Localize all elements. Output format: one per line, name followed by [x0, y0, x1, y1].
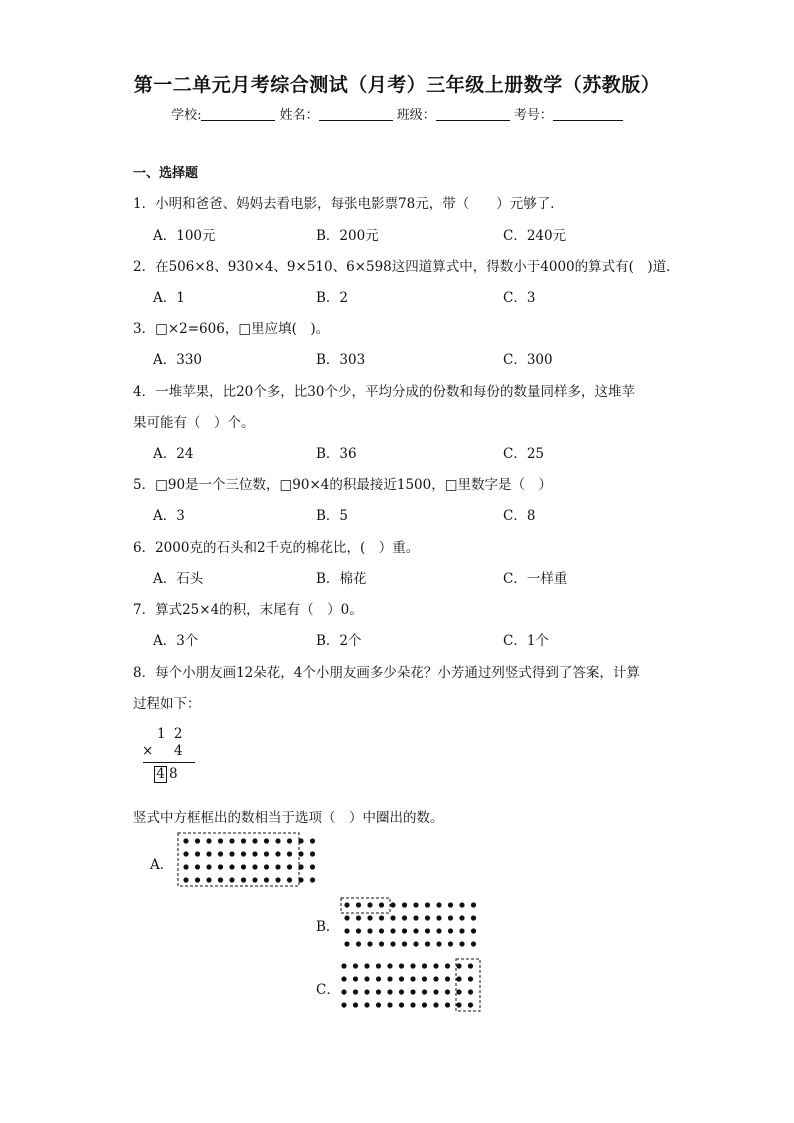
q4-option-c[interactable]: C．25: [503, 446, 545, 462]
dot: [433, 976, 438, 981]
dot: [448, 941, 453, 946]
dot: [471, 941, 476, 946]
question-number: 3．: [133, 321, 156, 337]
dot: [287, 864, 292, 869]
dot: [264, 877, 269, 882]
dot: [183, 838, 188, 843]
dot: [376, 976, 381, 981]
dot: [425, 941, 430, 946]
dot: [456, 1002, 461, 1007]
dot: [445, 989, 450, 994]
dot: [402, 902, 407, 907]
dot: [341, 976, 346, 981]
dot: [436, 941, 441, 946]
dot: [252, 877, 257, 882]
dot: [399, 976, 404, 981]
dot: [387, 1002, 392, 1007]
dot: [364, 963, 369, 968]
class-label: 班级：: [396, 108, 436, 123]
dot: [422, 1002, 427, 1007]
question-number: 8．: [133, 665, 156, 681]
dot: [367, 902, 372, 907]
dot-grid-a: [183, 838, 315, 882]
dot: [229, 838, 234, 843]
q8-option-c[interactable]: C．: [316, 982, 340, 998]
dot: [275, 877, 280, 882]
boxed-digit: 4: [154, 766, 167, 783]
dot: [390, 928, 395, 933]
q2-option-b[interactable]: B．2: [316, 290, 349, 306]
school-label: 学校:: [171, 108, 202, 123]
dot: [229, 877, 234, 882]
q1-option-a[interactable]: A．100元: [153, 228, 216, 244]
dot: [422, 963, 427, 968]
dot: [410, 976, 415, 981]
dot: [356, 902, 361, 907]
dot-grid-c: [341, 963, 473, 1007]
dot: [356, 928, 361, 933]
question-4-continued: 果可能有（ ）个。: [133, 415, 255, 431]
page-title: 第一二单元月考综合测试（月考）三年级上册数学（苏教版）: [133, 74, 661, 96]
dot: [468, 1002, 473, 1007]
question-text: □90是一个三位数，□90×4的积最接近1500，□里数字是（ ）: [155, 477, 552, 493]
question-text: 在506×8、930×4、9×510、6×598这四道算式中，得数小于4000的算式有( )道．: [155, 259, 680, 275]
question-number: 1．: [133, 196, 156, 212]
dot: [459, 941, 464, 946]
dot: [241, 851, 246, 856]
dot: [241, 864, 246, 869]
dot-grid-b: [344, 902, 476, 946]
question-8-continued: 过程如下：: [133, 696, 201, 712]
dot: [206, 877, 211, 882]
dot: [229, 864, 234, 869]
dot: [364, 976, 369, 981]
dot: [195, 838, 200, 843]
dot: [195, 864, 200, 869]
dot: [287, 877, 292, 882]
dot: [399, 1002, 404, 1007]
dot: [390, 902, 395, 907]
section-title: 一、选择题: [133, 166, 199, 181]
dot: [402, 941, 407, 946]
dot: [471, 902, 476, 907]
dot: [413, 915, 418, 920]
dot: [287, 851, 292, 856]
dot: [367, 928, 372, 933]
q1-option-c[interactable]: C．240元: [503, 228, 567, 244]
dot: [422, 976, 427, 981]
dot: [341, 989, 346, 994]
dot: [206, 838, 211, 843]
dot: [275, 851, 280, 856]
dot: [445, 976, 450, 981]
dot: [379, 928, 384, 933]
dot: [471, 915, 476, 920]
question-text: 一堆苹果，比20个多，比30个少，平均分成的份数和每份的数量同样多，这堆苹: [155, 384, 635, 400]
dot: [410, 989, 415, 994]
question-text: 算式25×4的积，末尾有（ ）0。: [155, 602, 363, 618]
dot: [456, 976, 461, 981]
question-number: 4．: [133, 384, 156, 400]
q3-option-c[interactable]: C．300: [503, 352, 553, 368]
q2-option-c[interactable]: C．3: [503, 290, 536, 306]
q5-option-c[interactable]: C．8: [503, 508, 536, 524]
dot: [379, 941, 384, 946]
dot: [459, 928, 464, 933]
dot: [436, 915, 441, 920]
question-text: 每个小朋友画12朵花，4个小朋友画多少朵花？小芳通过列竖式得到了答案，计算: [155, 665, 640, 681]
dot: [310, 838, 315, 843]
q2-option-a[interactable]: A．1: [153, 290, 185, 306]
dot: [468, 976, 473, 981]
dot: [195, 851, 200, 856]
dot: [341, 963, 346, 968]
q6-option-b[interactable]: B．棉花: [316, 571, 367, 587]
dot: [310, 864, 315, 869]
vertical-calc-top: 1 2: [157, 726, 185, 742]
number-label: 考号：: [513, 108, 553, 123]
q5-option-b[interactable]: B．5: [316, 508, 349, 524]
q4-option-b[interactable]: B．36: [316, 446, 357, 462]
q4-option-a[interactable]: A．24: [153, 446, 194, 462]
dot: [241, 877, 246, 882]
dot: [456, 963, 461, 968]
vertical-calc-multiplier: 4: [174, 743, 183, 759]
dot: [353, 989, 358, 994]
dot: [264, 838, 269, 843]
dot: [367, 941, 372, 946]
dot: [195, 877, 200, 882]
dot: [310, 851, 315, 856]
q7-option-c[interactable]: C．1个: [503, 633, 549, 649]
dot: [387, 976, 392, 981]
dot: [448, 928, 453, 933]
name-label: 姓名：: [279, 108, 319, 123]
dot: [252, 851, 257, 856]
q6-option-c[interactable]: C．一样重: [503, 571, 568, 587]
dot: [436, 902, 441, 907]
dot: [344, 941, 349, 946]
dot: [353, 976, 358, 981]
dot: [390, 915, 395, 920]
q7-option-a[interactable]: A．3个: [153, 633, 199, 649]
dot: [264, 851, 269, 856]
dot: [356, 915, 361, 920]
dot: [241, 838, 246, 843]
dot: [310, 877, 315, 882]
dot: [183, 851, 188, 856]
dot: [341, 1002, 346, 1007]
dot: [448, 915, 453, 920]
dot: [229, 851, 234, 856]
dot: [364, 989, 369, 994]
q7-option-b[interactable]: B．2个: [316, 633, 362, 649]
result-digit: 8: [169, 766, 178, 782]
q6-option-a[interactable]: A．石头: [153, 571, 204, 587]
question-number: 2．: [133, 259, 156, 275]
dot: [399, 989, 404, 994]
dot: [390, 941, 395, 946]
dot: [206, 851, 211, 856]
dot: [445, 1002, 450, 1007]
dot: [252, 864, 257, 869]
dot: [183, 877, 188, 882]
dot: [344, 902, 349, 907]
dot: [376, 963, 381, 968]
dot: [471, 928, 476, 933]
dot: [353, 963, 358, 968]
dot: [425, 928, 430, 933]
dot: [287, 838, 292, 843]
question-8-prompt: 竖式中方框框出的数相当于选项（ ）中圈出的数。: [133, 810, 444, 826]
dot: [344, 915, 349, 920]
q3-option-b[interactable]: B．303: [316, 352, 366, 368]
dot: [459, 915, 464, 920]
question-number: 7．: [133, 602, 156, 618]
dot: [433, 963, 438, 968]
question-text: 小明和爸爸、妈妈去看电影，每张电影票78元，带（ ）元够了．: [155, 196, 564, 212]
q5-option-a[interactable]: A．3: [153, 508, 185, 524]
dot: [183, 864, 188, 869]
dot: [459, 902, 464, 907]
dot: [410, 1002, 415, 1007]
dot: [425, 915, 430, 920]
dot: [379, 902, 384, 907]
dot: [433, 989, 438, 994]
dot: [436, 928, 441, 933]
dot: [206, 864, 211, 869]
q3-option-a[interactable]: A．330: [153, 352, 203, 368]
vertical-calc-operator: ×: [142, 743, 154, 759]
dot: [468, 989, 473, 994]
dot: [218, 851, 223, 856]
dot: [413, 941, 418, 946]
question-number: 5．: [133, 477, 156, 493]
dot: [425, 902, 430, 907]
dot: [218, 838, 223, 843]
question-number: 6．: [133, 540, 156, 556]
dot: [344, 928, 349, 933]
dot: [433, 1002, 438, 1007]
dot: [468, 963, 473, 968]
dot: [275, 838, 280, 843]
question-text: 2000克的石头和2千克的棉花比，( ）重。: [155, 540, 420, 556]
dot: [399, 963, 404, 968]
dot: [364, 1002, 369, 1007]
dot: [376, 1002, 381, 1007]
dot: [275, 864, 280, 869]
dot: [356, 941, 361, 946]
dot: [402, 928, 407, 933]
dot: [402, 915, 407, 920]
question-text: □×2=606，□里应填( )。: [155, 321, 330, 337]
q8-option-a[interactable]: A．: [150, 857, 174, 873]
dot: [413, 902, 418, 907]
dot: [353, 1002, 358, 1007]
dot: [456, 989, 461, 994]
q1-option-b[interactable]: B．200元: [316, 228, 379, 244]
dot: [448, 902, 453, 907]
dot: [387, 963, 392, 968]
dot: [422, 989, 427, 994]
dot: [218, 864, 223, 869]
dot: [413, 928, 418, 933]
dot: [376, 989, 381, 994]
dot: [410, 963, 415, 968]
dot: [367, 915, 372, 920]
dot: [445, 963, 450, 968]
q8-option-b[interactable]: B．: [316, 919, 340, 935]
dot: [252, 838, 257, 843]
dot: [218, 877, 223, 882]
dot: [264, 864, 269, 869]
dot: [387, 989, 392, 994]
dot: [379, 915, 384, 920]
